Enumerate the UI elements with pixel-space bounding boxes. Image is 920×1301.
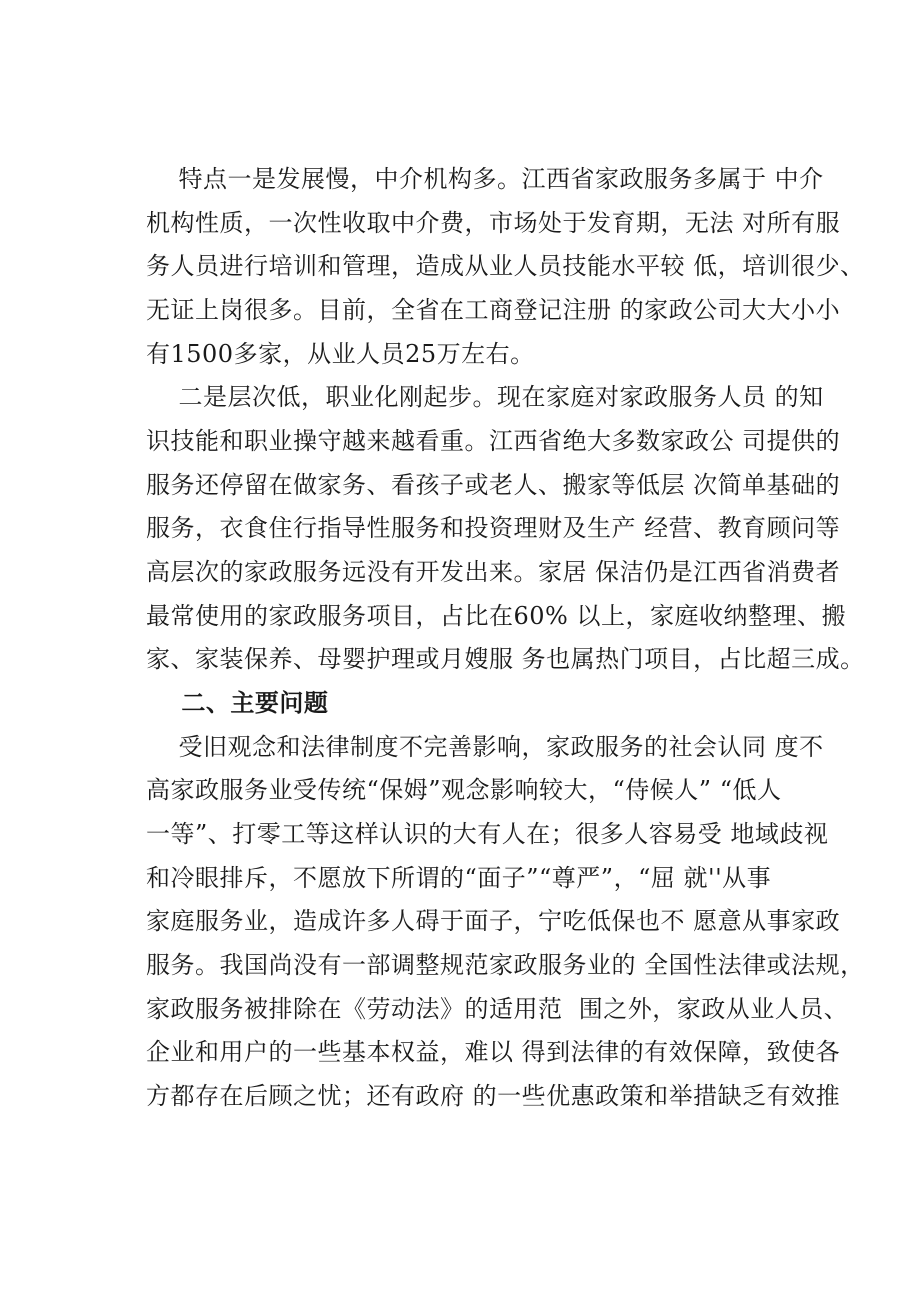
- paragraph-3-line-7: 家政服务被排除在《劳动法》的适用范 围之外，家政从业人员、: [146, 995, 849, 1023]
- paragraph-2-line-3: 服务还停留在做家务、看孩子或老人、搬家等低层 次简单基础的: [146, 471, 841, 499]
- paragraph-1-line-2: 机构性质，一次性收取中介费，市场处于发育期，无法 对所有服: [146, 209, 841, 237]
- paragraph-1-line-4: 无证上岗很多。目前，全省在工商登记注册 的家政公司大大小小: [146, 296, 841, 324]
- paragraph-3-line-4: 和冷眼排斥，不愿放下所谓的“面子”“尊严”，“屈 就''从事: [146, 864, 772, 892]
- paragraph-3-line-9: 方都存在后顾之忧；还有政府 的一些优惠政策和举措缺乏有效推: [146, 1082, 841, 1110]
- paragraph-3-line-5: 家庭服务业，造成许多人碍于面子，宁吃低保也不 愿意从事家政: [146, 907, 841, 935]
- paragraph-3-line-3: 一等”、打零工等这样认识的大有人在；很多人容易受 地域歧视: [146, 820, 829, 848]
- section-heading: 二、主要问题: [146, 689, 329, 717]
- paragraph-1-line-3: 务人员进行培训和管理，造成从业人员技能水平较 低，培训很少、: [146, 252, 865, 280]
- paragraph-1-line-5: 有1500多家，从业人员25万左右。: [146, 340, 535, 368]
- paragraph-3-line-1: 受旧观念和法律制度不完善影响，家政服务的社会认同 度不: [146, 733, 824, 761]
- paragraph-3-line-6: 服务。我国尚没有一部调整规范家政服务业的 全国性法律或法规，: [146, 951, 865, 979]
- paragraph-2-line-4: 服务，衣食住行指导性服务和投资理财及生产 经营、教育顾问等: [146, 514, 841, 542]
- paragraph-2-line-6: 最常使用的家政服务项目，占比在60% 以上，家庭收纳整理、搬: [146, 602, 846, 630]
- paragraph-3-line-8: 企业和用户的一些基本权益，难以 得到法律的有效保障，致使各: [146, 1038, 841, 1066]
- paragraph-2-line-2: 识技能和职业操守越来越看重。江西省绝大多数家政公 司提供的: [146, 427, 841, 455]
- paragraph-1-line-1: 特点一是发展慢，中介机构多。江西省家政服务多属于 中介: [146, 165, 824, 193]
- paragraph-3-line-2: 高家政服务业受传统“保姆”观念影响较大，“侍候人” “低人: [146, 776, 782, 804]
- paragraph-2-line-1: 二是层次低，职业化刚起步。现在家庭对家政服务人员 的知: [146, 383, 824, 411]
- paragraph-2-line-7: 家、家装保养、母婴护理或月嫂服 务也属热门项目，占比超三成。: [146, 645, 865, 673]
- paragraph-2-line-5: 高层次的家政服务远没有开发出来。家居 保洁仍是江西省消费者: [146, 558, 841, 586]
